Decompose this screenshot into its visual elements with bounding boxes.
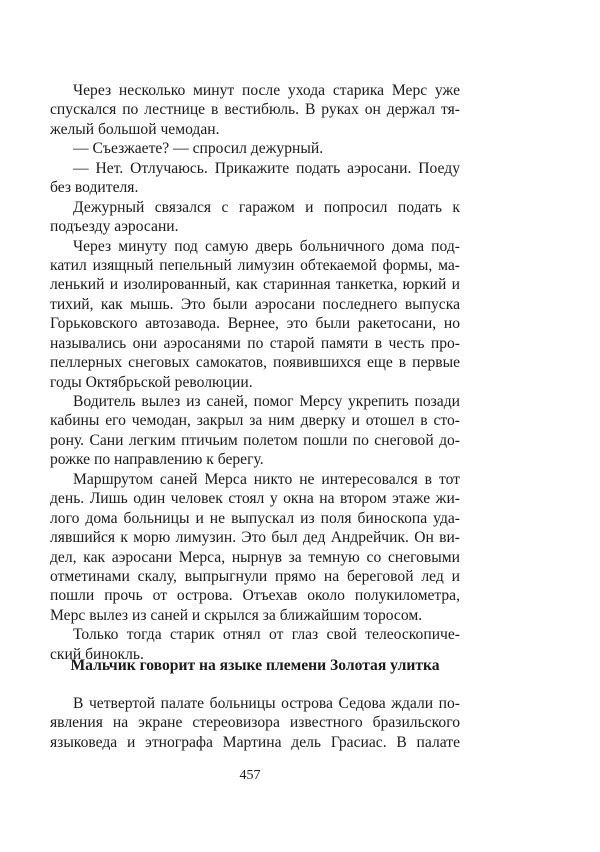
- text-line: день. Лишь один человек стоял у окна на втором этаже жи-: [50, 490, 460, 508]
- body-text: [50, 81, 460, 664]
- page-number: 457: [239, 768, 261, 783]
- text-line: лого дома больницы и не выпускал из поля биноскопа уда-: [50, 509, 460, 527]
- text-line: отметинами скалу, выпрыгнули прямо на береговой лед и: [50, 567, 460, 585]
- text-line: — Нет. Отлучаюсь. Прикажите подать аэросани. Поеду: [73, 159, 460, 177]
- text-line: пеллерных снеговых самокатов, появившихся еще в первые: [50, 354, 460, 372]
- text-line: Водитель вылез из саней, помог Мерсу укрепить позади: [73, 393, 460, 410]
- text-line: Горьковского автозавода. Вернее, это были ракетосани, но: [50, 315, 460, 333]
- paragraph: [50, 139, 460, 158]
- paragraph: [50, 694, 460, 752]
- text-line: Только тогда старик отнял от глаз свой телеоскопиче-: [73, 626, 460, 644]
- text-line: Через несколько минут после ухода старика Мерс уже: [73, 82, 460, 99]
- text-line: кабины его чемодан, закрыл за ним дверку и отошел в сто-: [50, 412, 460, 430]
- text-line: В четвертой палате больницы острова Седова ждали по-: [73, 695, 460, 712]
- text-line: Маршрутом саней Мерса никто не интересовался в тот: [73, 470, 460, 488]
- paragraph: [50, 198, 460, 237]
- text-line: Через минуту под самую дверь больничного дома под-: [73, 237, 460, 255]
- text-line: рожке по направлению к берегу.: [50, 451, 264, 469]
- paragraph: [50, 159, 460, 198]
- text-line: ленький и изолированный, как старинная танкетка, юркий и: [50, 276, 460, 294]
- text-line: рону. Сани легким птичьим полетом пошли по снеговой до-: [50, 431, 460, 449]
- chapter-heading: Мальчик говорит на языке племени Золотая улитка: [70, 657, 440, 674]
- text-line: — Съезжаете? — спросил дежурный.: [73, 140, 324, 158]
- text-line: тихий, как мышь. Это были аэросани последнего выпуска: [50, 295, 460, 313]
- text-line: спускался по лестнице в вестибюль. В руках он держал тя-: [50, 101, 460, 119]
- text-line: без водителя.: [50, 179, 139, 197]
- paragraph: [50, 81, 460, 139]
- paragraph: [50, 392, 460, 470]
- text-line: явления на экране стереовизора известного бразильского: [50, 714, 460, 732]
- text-line: назывались они аэросанями по старой памяти в честь про-: [50, 334, 460, 352]
- text-line: дел, как аэросани Мерса, нырнув за темную со снеговыми: [50, 548, 460, 566]
- text-line: катил изящный пепельный лимузин обтекаемой формы, ма-: [50, 256, 460, 274]
- text-line: Мерс вылез из саней и скрылся за ближайшим торосом.: [50, 606, 423, 624]
- text-line: ский бинокль.: [50, 645, 144, 663]
- text-line: лявшийся к морю лимузин. Это был дед Андрейчик. Он ви-: [50, 529, 460, 547]
- chapter-body-text: [50, 694, 460, 752]
- paragraph: [50, 470, 460, 626]
- text-line: языковеда и этнографа Мартина дель Грасиас. В палате: [50, 733, 460, 751]
- text-line: подъезду аэросани.: [50, 218, 179, 236]
- text-line: годы Октябрьской революции.: [50, 373, 253, 391]
- paragraph: [50, 237, 460, 393]
- text-line: желый большой чемодан.: [50, 120, 220, 138]
- text-line: Дежурный связался с гаражом и попросил подать к: [73, 198, 460, 216]
- text-line: пошли прочь от острова. Отъехав около полукилометра,: [50, 587, 460, 605]
